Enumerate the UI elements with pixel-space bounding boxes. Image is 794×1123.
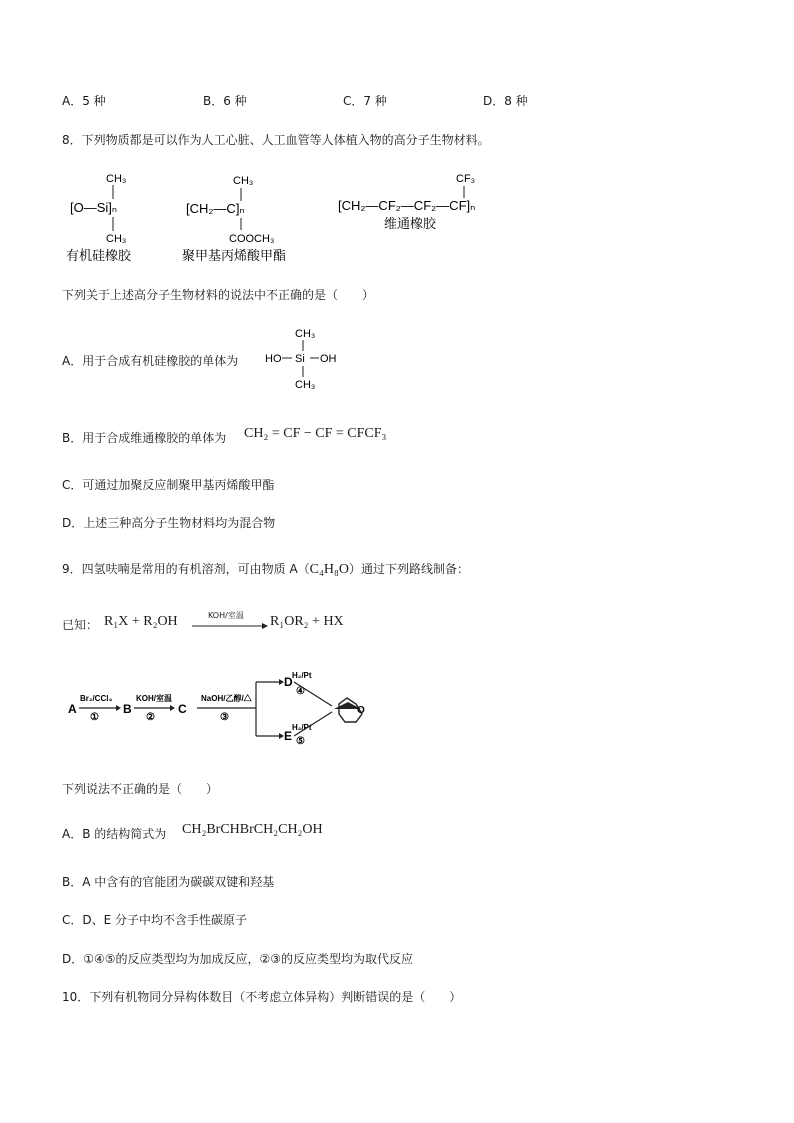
route-r5-num: ⑤: [296, 736, 305, 747]
dimethylsilanediol-structure: [262, 325, 352, 391]
viton-structure: [338, 173, 475, 231]
pmma-name: 聚甲基丙烯酸甲酯: [182, 248, 287, 263]
q9-option-d: D．①④⑤的反应类型均为加成反应，②③的反应类型均为取代反应: [62, 952, 414, 966]
route-r4-num: ④: [296, 686, 305, 697]
q7-option-d: D．8 种: [483, 94, 528, 108]
q8-option-b-text: B．用于合成维通橡胶的单体为: [62, 431, 227, 445]
q9-synthesis-route: [62, 668, 382, 752]
silicone-top-group: CH₃: [106, 173, 127, 185]
known-condition: KOH/室温: [208, 611, 244, 620]
q9-option-a-text: A．B 的结构简式为: [62, 827, 167, 841]
silicone-rubber-name: 有机硅橡胶: [66, 248, 132, 263]
pmma-structure: [182, 175, 286, 263]
known-products: R₁OR₂ + HX: [270, 614, 344, 629]
known-label: 已知：: [62, 618, 99, 632]
route-r4-cond: H₂/Pt: [292, 671, 312, 680]
q9-question: 下列说法不正确的是（ ）: [62, 782, 219, 796]
q8-question: 下列关于上述高分子生物材料的说法中不正确的是（ ）: [62, 288, 375, 302]
silanediol-silicon: Si: [295, 353, 305, 365]
q7-option-a: A．5 种: [62, 94, 106, 108]
route-e: E: [284, 729, 293, 743]
q8-stem: 8．下列物质都是可以作为人工心脏、人工血管等人体植入物的高分子生物材料。: [62, 133, 490, 147]
q9-option-c: C．D、E 分子中均不含手性碳原子: [62, 913, 248, 927]
route-c: C: [178, 702, 187, 716]
q9-stem-after: ）通过下列路线制备：: [349, 562, 470, 576]
viton-main-chain: [CH₂—CF₂—CF₂—CF]ₙ: [338, 198, 476, 213]
q9-stem: [62, 560, 469, 578]
route-a: A: [68, 702, 77, 716]
q8-option-a-text: A．用于合成有机硅橡胶的单体为: [62, 354, 239, 368]
pmma-bottom-group: COOCH₃: [229, 233, 275, 245]
route-d: D: [284, 675, 293, 689]
silicone-main-chain: [O—Si]ₙ: [70, 200, 118, 215]
q9-stem-before: 9．四氢呋喃是常用的有机溶剂，可由物质 A（: [62, 562, 310, 576]
q9-known-reaction: [62, 612, 362, 640]
q9-formula: C₄H₈O: [309, 562, 349, 577]
q9-option-b: B．A 中含有的官能团为碳碳双键和羟基: [62, 875, 275, 889]
silicone-rubber-structure: [66, 173, 132, 263]
q7-option-c: C．7 种: [343, 94, 387, 108]
known-reactants: R₁X + R₂OH: [104, 614, 178, 629]
pmma-top-group: CH₃: [233, 175, 254, 187]
silanediol-bottom-methyl: CH₃: [295, 379, 316, 391]
route-r1-num: ①: [90, 712, 99, 723]
route-r3-cond: NaOH/乙醇/△: [201, 694, 252, 703]
q8-polymer-structures: [66, 168, 486, 264]
q10-stem: 10．下列有机物同分异构体数目（不考虑立体异构）判断错误的是（ ）: [62, 990, 462, 1004]
q9-option-a-formula: CH₂BrCHBrCH₂CH₂OH: [182, 822, 323, 837]
route-r2-cond: KOH/室温: [136, 694, 172, 703]
thf-oxygen: O: [357, 705, 365, 716]
q7-option-b: B．6 种: [203, 94, 247, 108]
silanediol-right-hydroxyl: OH: [320, 353, 337, 365]
q8-option-b-formula: CH₂ = CF − CF = CFCF₃: [244, 426, 387, 441]
route-r2-num: ②: [146, 712, 155, 723]
viton-name: 维通橡胶: [384, 216, 437, 231]
viton-top-group: CF₃: [456, 173, 476, 185]
route-r5-cond: H₂/Pt: [292, 723, 312, 732]
route-b: B: [123, 702, 132, 716]
route-r3-num: ③: [220, 712, 229, 723]
pmma-main-chain: [CH₂—C]ₙ: [186, 201, 245, 216]
route-r1-cond: Br₂/CCl₄: [80, 694, 113, 703]
known-arrow: [192, 622, 268, 630]
silanediol-left-hydroxyl: HO: [265, 353, 282, 365]
silicone-bottom-group: CH₃: [106, 233, 127, 245]
q8-option-c: C．可通过加聚反应制聚甲基丙烯酸甲酯: [62, 478, 275, 492]
q8-option-d: D．上述三种高分子生物材料均为混合物: [62, 516, 276, 530]
silanediol-top-methyl: CH₃: [295, 328, 316, 340]
